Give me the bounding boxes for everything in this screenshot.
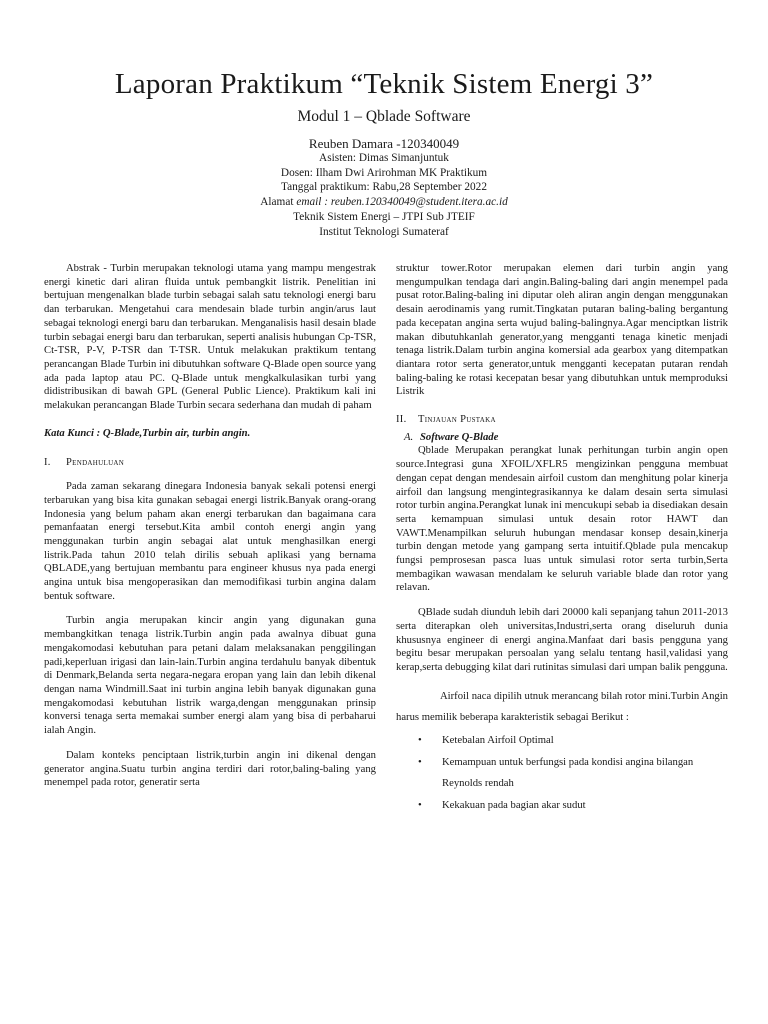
email-address: email : reuben.120340049@student.itera.ac.id [296,196,508,209]
paper-title: Laporan Praktikum “Teknik Sistem Energi 3” [114,68,654,100]
abstract: Abstrak - Turbin merupakan teknologi utama yang mampu mengestrak energi kinetic dari aliran fluida untuk pembangkit listrik. Penelitian ini bertujuan mengenalkan blade turbin sebagai salah satu teknologi energi baru dan terbarukan. Mengetahui cara mendesain blade turbin angin/arus laut sebagai teknologi energi baru dan terbarukan. Menganalisis hasil desain blade turbin sebagai energi baru dan terbarukan, seperti analisis hubungan Cp-TSR, Ct-TSR, P-V, P-TSR dan T-TSR. Untuk melakukan praktikum tentang perancangan Blade Turbin ini dibutuhkan software Q-Blade open source yang ada pada laptop atau PC. Q-Blade untuk mengkalkulasikan turbi yang didistribusikan di bawah GPL (General Public Lience). Praktikum kali ini melakukan perancangan Blade Turbin secara sederhana dan mudah di paham [44,263,376,412]
paragraph: Qblade Merupakan perangkat lunak perhitungan turbin angin open source.Integrasi guna XFOIL/XFLR5 mengizinkan pengguna membuat dengan cepat dengan mendesain airfoil custom dan menghitung polar kinerja airfoil dan langsung mengintegrasikannya ke dalam desain serta simulasi rotor turbin angina.Perangkat lunak ini mencukupi sebab ia disediakan desain serta kemampuan simulasi untuk desain rotor HAWT dan VAWT.Menampilkan seluruh hubungan mendasar konsep desain,kinerja turbin dengan metode yang gampang serta intuitif.Qblade pula mencakup fungsi pemprosesan pasca luas untuk simulasi rotor serta turbin,Serta membagikan wawasan mendalam ke seluruh variable blade dan rotor yang relavan. [396,445,728,594]
bullet-icon: • [418,734,422,746]
bullet-list [396,730,728,816]
paper-subtitle: Modul 1 – Qblade Software [297,108,471,125]
email-label: Alamat [260,196,297,209]
section-title: Tinjauan Pustaka [418,414,496,426]
date-line: Tanggal praktikum: Rabu,28 September 2022 [281,181,487,194]
email-line [0,195,768,210]
list-item [396,795,728,816]
paragraph: Pada zaman sekarang dinegara Indonesia banyak sekali potensi energi terbarukan yang bisa kita gunakan sebagai energi listrik.Banyak orang-orang Indonesia yang belum paham akan energi terbarukan dan bagaimana cara pemanfaatan energi tersebut.Kita ambil contoh energi angin yang menggunakan turbin angin sebagai alat untuk menghasilkan energi listrik.Pada tahun 2010 telah dirilis sebuah aplikasi yang bernama QBLADE,yang bertujuan membantu para engineer khusus nya pada energi angina untuk bisa mengoperasikan dan memodifikasi turbin angina dalam bentuk software. [44,481,376,602]
paragraph: Airfoil naca dipilih utnuk merancang bilah rotor mini.Turbin Angin harus memilik beberapa karakteristik sebagai Berikut : [396,690,728,723]
list-item-text: Ketebalan Airfoil Optimal [442,734,554,746]
author-name: Reuben Damara -120340049 [308,136,460,151]
section-title: Pendahuluan [66,457,125,469]
program-line: Teknik Sistem Energi – JTPI Sub JTEIF [293,210,475,223]
subsection-number: A. [404,431,414,443]
list-item [396,752,728,794]
subsection-heading-qblade [404,431,728,445]
section-number: I. [44,457,51,469]
subsection-title: Software Q-Blade [420,431,499,443]
paragraph-continued: struktur tower.Rotor merupakan elemen dari turbin angin yang mengumpulkan tendaga dari angin.Baling-baling dari angin menempel pada pusat rotor.Baling-baling ini diputar oleh aliran angin dengan menggunakan desain aerodinamis yang rumit.Tingkatan putaran baling-baling bergantung pada kecepatan angina serta wujud baling-balingnya.Agar menciptkan listrik makan dibutuhkanlah generator,yang mengganti tenaga kinetic menjadi tenaga listrik.Dalam turbin angina komersial ada gearbox yang ditempatkan diantara rotor serta generator,untuk mengganti kecepatan putaran rendah baling-baling ke rotasi kecepatan besar yang dibutuhkan untuk memproduksi Listrik [396,263,728,398]
section-heading-tinjauan-pustaka [396,413,728,427]
list-item-text: Kekakuan pada bagian akar sudut [442,799,586,811]
paragraph: Turbin angia merupakan kincir angin yang digunakan guna membangkitkan tenaga listrik.Turbin angin pada awalnya dibuat guna mengakomodasi kebutuhan para petani dalam melaksanakan penggilingan padi,keperluan irigasi dan lain-lain.Turbin angina terdahulu banyak dibentuk di Denmark,Belanda serta negara-negara eropan yang lain dan lebih dikenal dengan nama Windmill.Saat ini turbin angina lebih banyak digunakan guna mengakomodasi kebutuhan listrik warga,dengan menggunakan prinsip konversi tenaga serta memakai sumber energi alam yang bisa di perbaharui ialah Angin. [44,615,376,737]
paragraph: QBlade sudah diunduh lebih dari 20000 kali sepanjang tahun 2011-2013 serta diterapkan oleh universitas,Industri,serta orang diseluruh dunia khususnya engineer di energi angina.Manfaat dari basis pengguna yang begitu besar merupakan persoalan yang selalu tentang hasil,validasi yang kerap,serta debugging kilat dari rutinitas simulasi dari umpan balik pengguna. [396,607,728,673]
left-column [44,262,376,790]
lecturer-line: Dosen: Ilham Dwi Arirohman MK Praktikum [280,166,488,179]
assistant-line: Asisten: Dimas Simanjuntuk [319,152,449,164]
institution-line: Institut Teknologi Sumateraf [319,225,449,238]
section-heading-pendahuluan [44,456,376,470]
bullet-icon: • [418,799,422,811]
section-number: II. [396,414,407,426]
keywords: Kata Kunci : Q-Blade,Turbin air, turbin angin. [44,427,251,439]
paragraph: Dalam konteks penciptaan listrik,turbin angin ini dikenal dengan generator angina.Suatu turbin angina terdiri dari rotor,baling-baling yang menempel pada rotor, generatir serta [44,749,376,789]
author-block [0,136,768,239]
bullet-icon: • [418,756,422,768]
list-item [396,730,728,751]
list-item-text: Kemampuan untuk berfungsi pada kondisi angina bilangan Reynolds rendah [442,756,694,789]
right-column [396,262,728,817]
